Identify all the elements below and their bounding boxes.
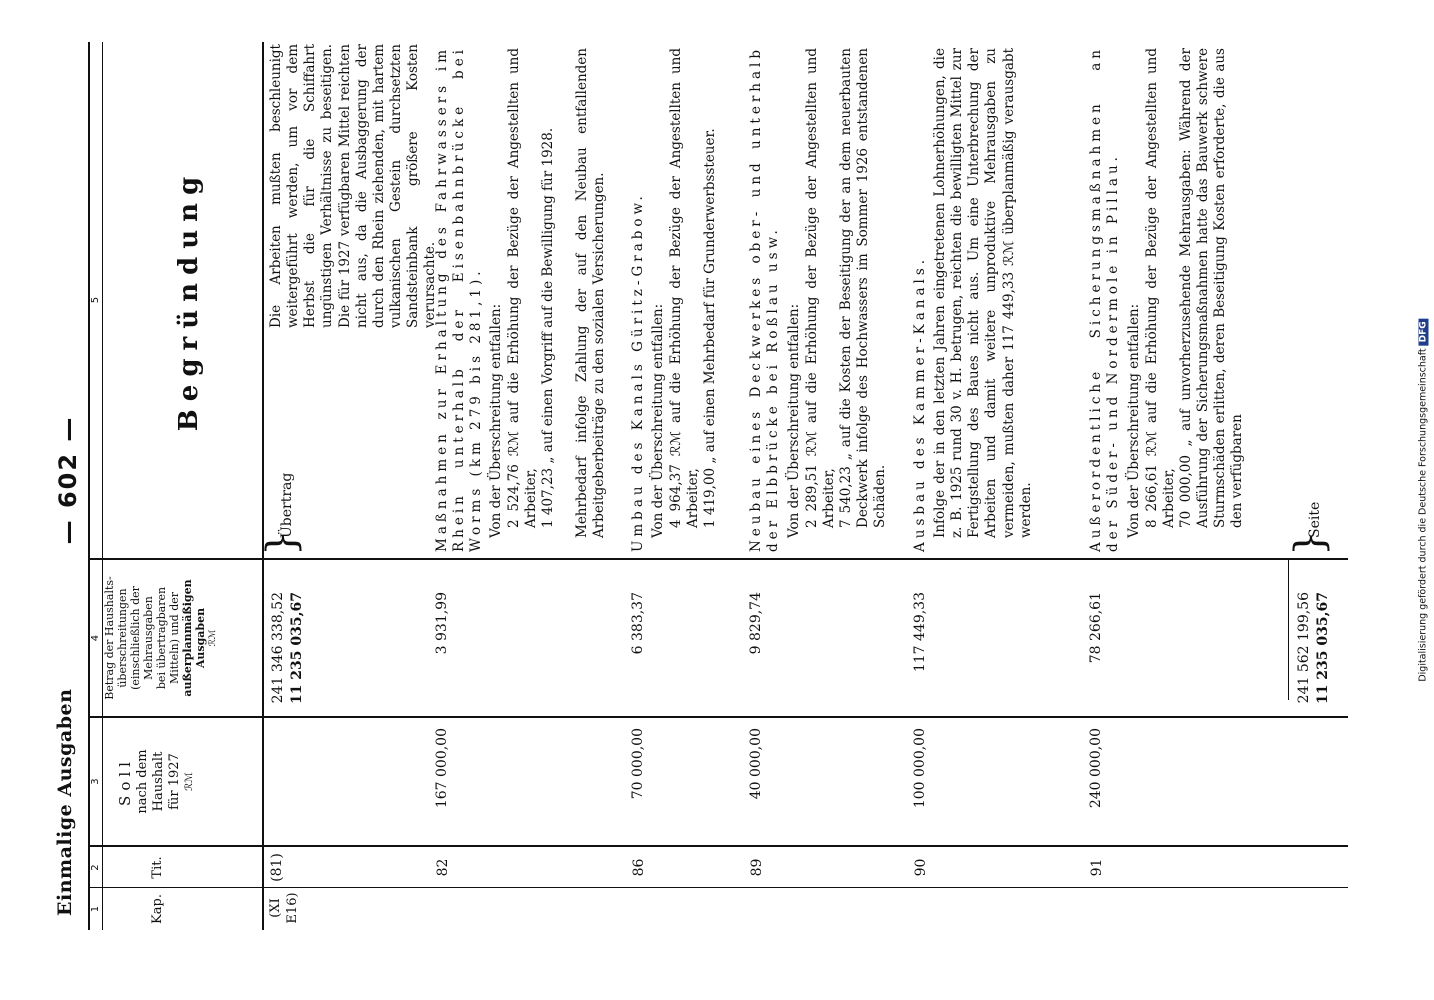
header-betrag-line: bei übertragbaren	[154, 586, 168, 690]
row-89-soll: 40 000,00	[748, 728, 764, 800]
row-86-line: 1 419,00 „ auf einen Mehrbedarf für Grunderwerbssteuer.	[702, 128, 718, 528]
carry-brace: }	[259, 530, 305, 556]
header-kap: Kap.	[150, 894, 165, 924]
row-91-tit: 91	[1089, 858, 1105, 877]
row-91-line: 70 000,00 „ auf unvorherzusehende Mehrausgaben: Während der Ausführung der Sicherungsmaßnahmen hatte das Bauwerk schwere Sturmschäden erlitten, deren Beseitigung Kosten erforderte, die aus den verfügbaren	[1178, 48, 1246, 528]
row-90-betrag: 117 449,33	[912, 592, 928, 673]
header-betrag-line: Betrag der Haushalts-	[103, 576, 116, 700]
row-90-title: Ausbau des Kammer-Kanals.	[912, 255, 928, 552]
row-89-title: Neubau eines Deckwerkes ober- und unterhalb der Elbbrücke bei Roßlau usw.	[748, 46, 782, 552]
row-91-betrag: 78 266,61	[1088, 592, 1104, 664]
dfg-logo: DFG	[1419, 318, 1429, 345]
row-86-tit: 86	[631, 858, 647, 877]
colnum-2: 2	[90, 864, 101, 871]
row-86-line: Von der Überschreitung entfallen:	[650, 303, 666, 538]
credit-text: Digitalisierung gefördert durch die Deutsche Forschungsgemeinschaft	[1417, 348, 1429, 682]
col-rule-3	[88, 716, 1348, 718]
header-soll-line: nach dem	[134, 749, 150, 814]
row-82-soll: 167 000,00	[434, 728, 450, 809]
carry-amount-2: 11 235 035,67	[289, 592, 305, 705]
page-number: — 602 —	[54, 415, 82, 545]
row-89-line: 7 540,23 „ auf die Kosten der Beseitigung der an dem neuerbauten Deckwerk infolge des Hochwassers im Sommer 1926 entstandenen Schäden.	[838, 48, 889, 528]
row-89-tit: 89	[749, 858, 765, 877]
row-89-line: Von der Überschreitung entfallen:	[786, 303, 802, 538]
digitization-credit	[1413, 20, 1433, 980]
row-86-line: 4 964,37 ℛℳ auf die Erhöhung der Bezüge der Angestellten und Arbeiter,	[668, 48, 702, 528]
row-82-line: 2 524,76 ℛℳ auf die Erhöhung der Bezüge der Angestellten und Arbeiter,	[506, 48, 540, 528]
header-betrag-line: Mehrausgaben	[141, 596, 155, 680]
header-tit: Tit.	[150, 856, 165, 879]
row-86-soll: 70 000,00	[630, 728, 646, 800]
colnum-1: 1	[90, 905, 101, 913]
carry-amount-1: 241 346 338,52	[270, 592, 286, 704]
header-betrag	[104, 560, 218, 716]
colnum-rule	[102, 42, 103, 930]
carry-kap: (XI E16)	[268, 892, 300, 924]
header-betrag-line: Mitteln) und der	[167, 591, 181, 685]
row-89-line: 2 289,51 ℛℳ auf die Erhöhung der Bezüge der Angestellten und Arbeiter,	[804, 48, 838, 528]
total-rule	[1288, 560, 1289, 700]
carry-label: Übertrag	[279, 472, 295, 538]
row-82-betrag: 3 931,99	[434, 592, 450, 655]
row-82-tit: 82	[435, 858, 451, 877]
header-soll-line: für 1927	[167, 753, 183, 810]
colnum-3: 3	[90, 778, 101, 785]
header-soll-line: Haushalt	[151, 751, 166, 812]
header-begruendung: Begründung	[174, 168, 204, 432]
row-91-line: 8 266,61 ℛℳ auf die Erhöhung der Bezüge der Angestellten und Arbeiter,	[1144, 48, 1178, 528]
total-amount-2: 11 235 035,67	[1315, 592, 1331, 705]
row-82-line: Von der Überschreitung entfallen:	[488, 303, 504, 538]
col-rule-4	[88, 558, 1348, 560]
row-91-line: Von der Überschreitung entfallen:	[1126, 303, 1142, 538]
header-betrag-line: Ausgaben	[193, 607, 207, 669]
row-90-line: Infolge der in den letzten Jahren eingetretenen Lohnerhöhungen, die z. B. 1925 rund 30 v. H. betrugen, reichten die bewilligten Mittel zur Fertigstellung des Baues nicht aus. Um eine Unterbrechung der Arbeiten und damit weitere unproduktive Mehrausgaben zu vermeiden, mußten daher 117 449,33 ℛℳ überplanmäßig verausgabt werden.	[932, 48, 1034, 538]
header-betrag-line: (einschließlich der	[128, 586, 142, 690]
row-90-soll: 100 000,00	[912, 728, 928, 809]
total-brace: }	[1287, 530, 1333, 556]
row-82-line: 1 407,23 „ auf einen Vorgriff auf die Bewilligung für 1928.	[540, 127, 556, 528]
header-betrag-unit: ℛℳ	[207, 629, 218, 647]
row-91-title: Außerordentliche Sicherungsmaßnahmen an der Süder- und Nordermole in Pillau.	[1088, 46, 1122, 552]
colnum-4: 4	[90, 634, 101, 642]
carry-tit: (81)	[269, 853, 285, 882]
header-soll-unit: ℛℳ	[183, 772, 195, 791]
row-86-betrag: 6 383,37	[630, 592, 646, 655]
row-82-title: Maßnahmen zur Erhaltung des Fahrwassers im Rhein unterhalb der Eisenbahnbrücke bei Worms (km 279 bis 281,1).	[434, 46, 485, 552]
header-soll	[116, 718, 196, 845]
row-82-line: Mehrbedarf infolge Zahlung der auf den Neubau entfallenden Arbeitgeberbeiträge zu den sozialen Versicherungen.	[574, 48, 608, 538]
header-bottom-rule	[262, 42, 264, 930]
header-soll-line: Soll	[116, 757, 134, 806]
header-betrag-line: überschreitungen	[115, 588, 129, 688]
total-amount-1: 241 562 199,56	[1296, 592, 1312, 704]
row-90-tit: 90	[913, 858, 929, 877]
colnum-5: 5	[90, 296, 101, 304]
header-betrag-line: außerplanmäßigen	[180, 579, 194, 697]
row-89-betrag: 9 829,74	[748, 592, 764, 655]
carry-text: Die Arbeiten mußten beschleunigt weitergeführt werden, um vor dem Herbst die für die Schiffahrt ungünstigen Verhältnisse zu beseitigen. Die für 1927 verfügbaren Mittel reichten nicht aus, da die Ausbaggerung der durch den Rhein ziehenden, mit hartem vulkanischen Gestein durchsetzten Sandsteinbank größere Kosten verursachte.	[268, 44, 439, 328]
section-title: Einmalige Ausgaben	[54, 688, 76, 916]
row-86-title: Umbau des Kanals Güritz-Grabow.	[630, 192, 646, 552]
row-91-soll: 240 000,00	[1088, 728, 1104, 809]
total-label: Seite	[1307, 501, 1323, 538]
